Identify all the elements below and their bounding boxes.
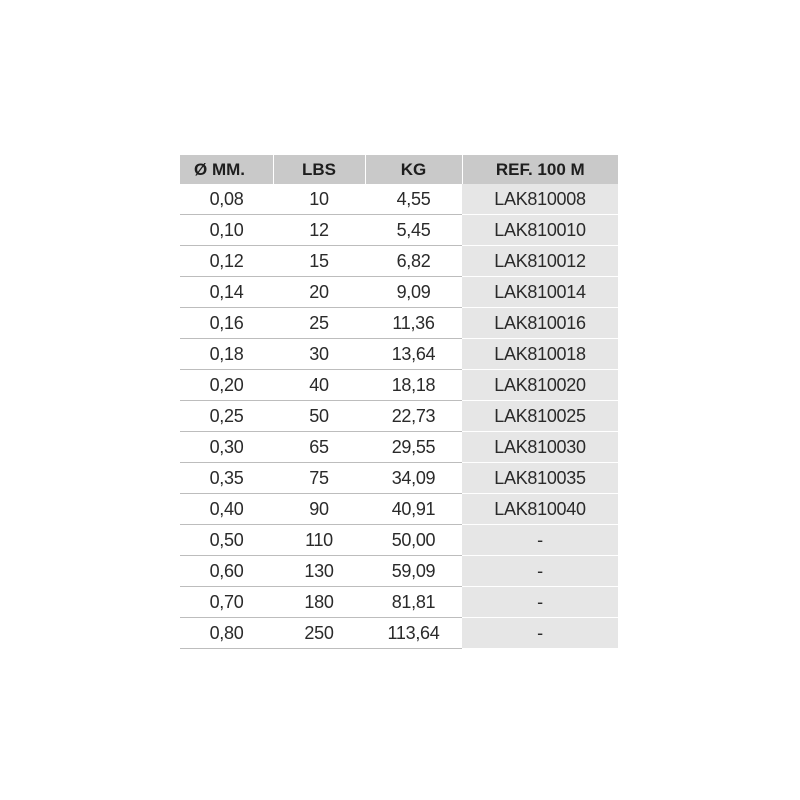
table-row bbox=[180, 277, 618, 308]
table-row bbox=[180, 370, 618, 401]
cell-ref: LAK810025 bbox=[462, 401, 618, 432]
cell-kg: 34,09 bbox=[365, 463, 462, 494]
cell-ref: LAK810016 bbox=[462, 308, 618, 339]
cell-lbs: 40 bbox=[273, 370, 365, 401]
table-row bbox=[180, 184, 618, 215]
cell-diameter: 0,40 bbox=[180, 494, 273, 525]
header-lbs: LBS bbox=[273, 155, 365, 184]
cell-lbs: 250 bbox=[273, 618, 365, 649]
cell-diameter: 0,50 bbox=[180, 525, 273, 556]
cell-diameter: 0,60 bbox=[180, 556, 273, 587]
cell-ref: LAK810018 bbox=[462, 339, 618, 370]
cell-lbs: 110 bbox=[273, 525, 365, 556]
table-row bbox=[180, 339, 618, 370]
cell-diameter: 0,12 bbox=[180, 246, 273, 277]
table-row bbox=[180, 308, 618, 339]
cell-kg: 59,09 bbox=[365, 556, 462, 587]
table-header bbox=[180, 155, 618, 184]
table-row bbox=[180, 556, 618, 587]
cell-kg: 22,73 bbox=[365, 401, 462, 432]
cell-ref: LAK810010 bbox=[462, 215, 618, 246]
cell-diameter: 0,30 bbox=[180, 432, 273, 463]
table-row bbox=[180, 525, 618, 556]
cell-diameter: 0,18 bbox=[180, 339, 273, 370]
cell-diameter: 0,16 bbox=[180, 308, 273, 339]
cell-kg: 18,18 bbox=[365, 370, 462, 401]
cell-ref: LAK810035 bbox=[462, 463, 618, 494]
cell-lbs: 130 bbox=[273, 556, 365, 587]
line-spec-table bbox=[180, 155, 618, 649]
cell-lbs: 30 bbox=[273, 339, 365, 370]
header-row bbox=[180, 155, 618, 184]
cell-diameter: 0,10 bbox=[180, 215, 273, 246]
cell-lbs: 75 bbox=[273, 463, 365, 494]
cell-ref: LAK810030 bbox=[462, 432, 618, 463]
cell-kg: 50,00 bbox=[365, 525, 462, 556]
cell-kg: 5,45 bbox=[365, 215, 462, 246]
cell-ref: - bbox=[462, 587, 618, 618]
cell-kg: 81,81 bbox=[365, 587, 462, 618]
cell-ref: - bbox=[462, 618, 618, 649]
cell-ref: LAK810014 bbox=[462, 277, 618, 308]
cell-diameter: 0,70 bbox=[180, 587, 273, 618]
cell-ref: LAK810012 bbox=[462, 246, 618, 277]
cell-lbs: 180 bbox=[273, 587, 365, 618]
table-row bbox=[180, 494, 618, 525]
cell-lbs: 25 bbox=[273, 308, 365, 339]
header-diameter: Ø MM. bbox=[180, 155, 273, 184]
cell-kg: 29,55 bbox=[365, 432, 462, 463]
table-row bbox=[180, 587, 618, 618]
cell-diameter: 0,80 bbox=[180, 618, 273, 649]
header-ref: REF. 100 M bbox=[462, 155, 618, 184]
cell-diameter: 0,25 bbox=[180, 401, 273, 432]
cell-kg: 40,91 bbox=[365, 494, 462, 525]
cell-diameter: 0,35 bbox=[180, 463, 273, 494]
cell-ref: - bbox=[462, 556, 618, 587]
cell-ref: - bbox=[462, 525, 618, 556]
table-body bbox=[180, 184, 618, 649]
cell-ref: LAK810020 bbox=[462, 370, 618, 401]
cell-lbs: 90 bbox=[273, 494, 365, 525]
cell-lbs: 10 bbox=[273, 184, 365, 215]
table-row bbox=[180, 618, 618, 649]
cell-kg: 4,55 bbox=[365, 184, 462, 215]
cell-lbs: 20 bbox=[273, 277, 365, 308]
cell-ref: LAK810008 bbox=[462, 184, 618, 215]
table-row bbox=[180, 246, 618, 277]
cell-diameter: 0,20 bbox=[180, 370, 273, 401]
table-row bbox=[180, 401, 618, 432]
cell-lbs: 15 bbox=[273, 246, 365, 277]
cell-lbs: 50 bbox=[273, 401, 365, 432]
cell-lbs: 12 bbox=[273, 215, 365, 246]
cell-kg: 9,09 bbox=[365, 277, 462, 308]
table-row bbox=[180, 463, 618, 494]
cell-diameter: 0,08 bbox=[180, 184, 273, 215]
cell-kg: 6,82 bbox=[365, 246, 462, 277]
table-row bbox=[180, 215, 618, 246]
header-kg: KG bbox=[365, 155, 462, 184]
cell-kg: 113,64 bbox=[365, 618, 462, 649]
cell-kg: 13,64 bbox=[365, 339, 462, 370]
cell-kg: 11,36 bbox=[365, 308, 462, 339]
cell-lbs: 65 bbox=[273, 432, 365, 463]
table-row bbox=[180, 432, 618, 463]
cell-diameter: 0,14 bbox=[180, 277, 273, 308]
cell-ref: LAK810040 bbox=[462, 494, 618, 525]
